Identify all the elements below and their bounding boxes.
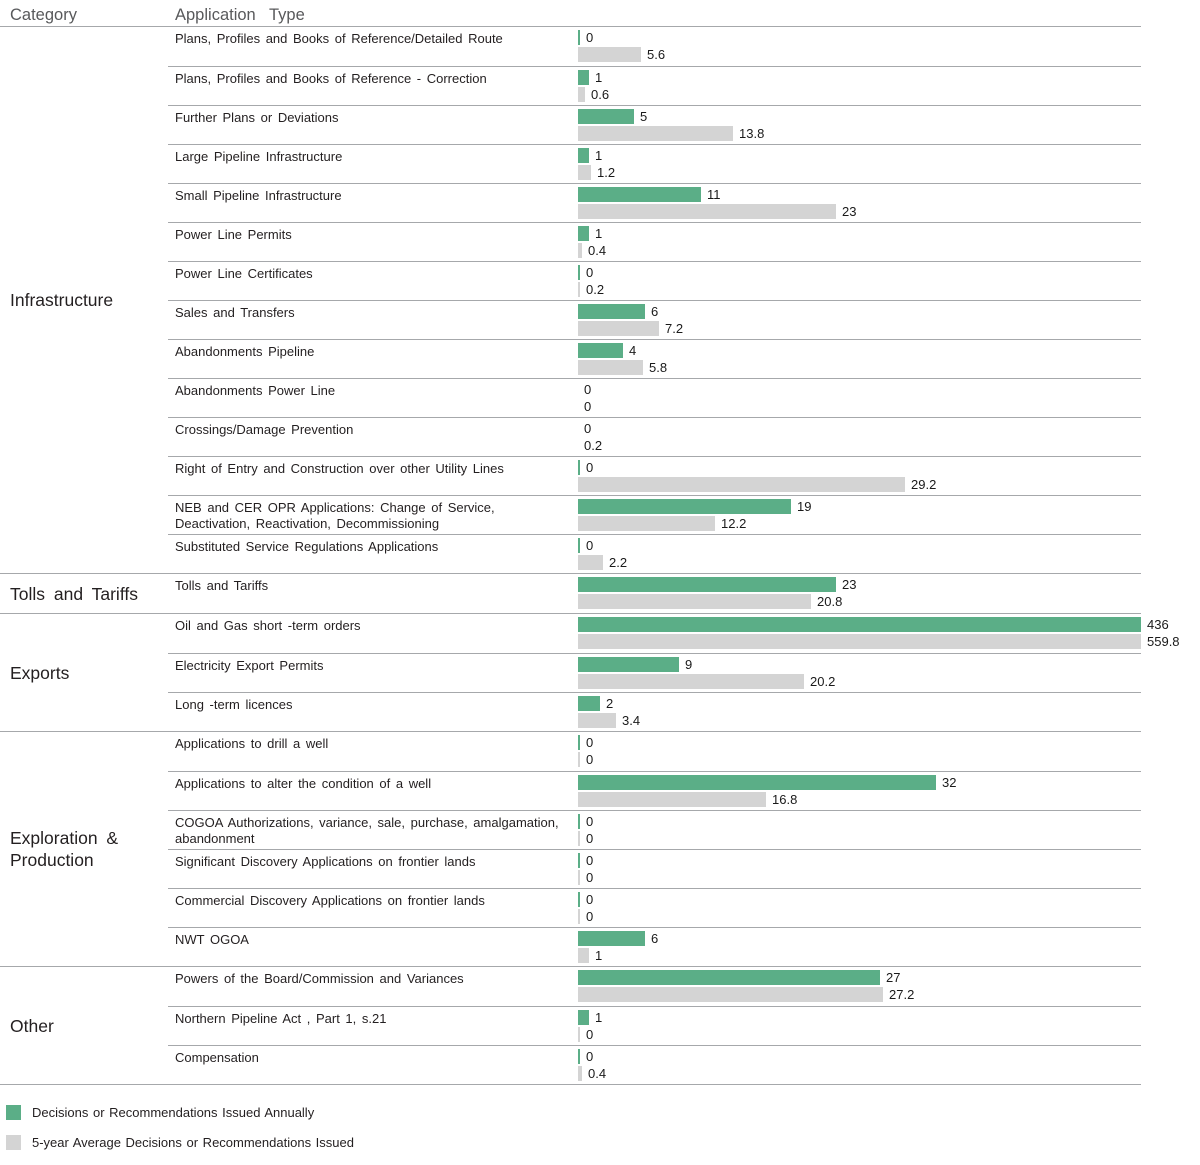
table-row — [168, 653, 1141, 692]
bar-annual — [578, 538, 580, 553]
bar-average — [578, 870, 580, 885]
legend-annual-label: Decisions or Recommendations Issued Annually — [32, 1105, 315, 1120]
bar-line-average — [578, 634, 1180, 649]
value-annual: 0 — [586, 814, 594, 829]
application-type-label: Applications to alter the condition of a well — [175, 776, 432, 791]
bars-cell — [578, 850, 1141, 888]
bar-average — [578, 165, 591, 180]
bar-line-average — [578, 87, 1141, 102]
bar-line-annual — [578, 265, 1141, 280]
value-average: 27.2 — [889, 987, 915, 1002]
application-type-label: Small Pipeline Infrastructure — [175, 188, 342, 203]
table-row — [168, 574, 1141, 613]
bar-average — [578, 594, 811, 609]
bar-line-average — [578, 126, 1141, 141]
table-row — [168, 534, 1141, 573]
bar-line-average — [578, 948, 1141, 963]
bar-annual — [578, 148, 589, 163]
table-row — [168, 261, 1141, 300]
category-label: Infrastructure — [10, 290, 114, 310]
application-type-label: Abandonments Pipeline — [175, 344, 315, 359]
value-annual: 0 — [584, 382, 592, 397]
value-average: 20.2 — [810, 674, 836, 689]
bar-line-annual — [578, 304, 1141, 319]
application-type-label: NEB and CER OPR Applications: Change of Service, Deactivation, Reactivation, Decommissioning — [175, 500, 495, 531]
bar-line-average — [578, 713, 1141, 728]
bar-average — [578, 831, 580, 846]
bar-average — [578, 243, 582, 258]
bar-average — [578, 987, 883, 1002]
category-rows — [168, 27, 1141, 573]
application-type-label: Applications to drill a well — [175, 736, 329, 751]
value-annual: 1 — [595, 148, 603, 163]
category-block — [0, 27, 1141, 574]
bars-cell — [578, 928, 1141, 966]
bar-annual — [578, 109, 634, 124]
value-annual: 19 — [797, 499, 812, 514]
table-row — [168, 1045, 1141, 1084]
bars-cell — [578, 1046, 1141, 1084]
bars-cell — [578, 379, 1141, 417]
bar-annual — [578, 499, 791, 514]
bars-cell — [578, 574, 1141, 613]
value-annual: 1 — [595, 226, 603, 241]
bar-line-annual — [578, 617, 1169, 632]
value-average: 12.2 — [721, 516, 747, 531]
application-type-label: Right of Entry and Construction over other Utility Lines — [175, 461, 504, 476]
bar-line-average — [578, 792, 1141, 807]
table-row — [168, 732, 1141, 771]
application-type-label: Large Pipeline Infrastructure — [175, 149, 343, 164]
category-block — [0, 732, 1141, 967]
value-annual: 1 — [595, 1010, 603, 1025]
bar-average — [578, 792, 766, 807]
value-average: 0 — [586, 752, 594, 767]
category-block — [0, 967, 1141, 1085]
value-annual: 23 — [842, 577, 857, 592]
table-row — [168, 417, 1141, 456]
value-average: 0.2 — [586, 282, 605, 297]
bar-average — [578, 909, 580, 924]
bar-average — [578, 948, 589, 963]
bar-line-average — [578, 831, 1141, 846]
value-average: 0.6 — [591, 87, 610, 102]
table-row — [168, 692, 1141, 731]
value-average: 5.6 — [647, 47, 666, 62]
bar-annual — [578, 970, 880, 985]
bars-cell — [578, 772, 1141, 810]
table-row — [168, 144, 1141, 183]
bar-annual — [578, 187, 701, 202]
value-average: 0 — [586, 870, 594, 885]
value-average: 3.4 — [622, 713, 641, 728]
bar-line-average — [578, 243, 1141, 258]
bars-cell — [578, 262, 1141, 300]
value-average: 1 — [595, 948, 603, 963]
bar-annual — [578, 343, 623, 358]
value-annual: 6 — [651, 931, 659, 946]
bar-line-annual — [578, 1049, 1141, 1064]
application-type-label: Abandonments Power Line — [175, 383, 336, 398]
value-average: 0 — [586, 909, 594, 924]
bar-line-annual — [578, 814, 1141, 829]
bars-cell — [578, 184, 1141, 222]
table-row — [168, 849, 1141, 888]
bars-cell — [578, 654, 1141, 692]
bar-line-average — [578, 477, 1141, 492]
bar-average — [578, 1027, 580, 1042]
value-annual: 2 — [606, 696, 614, 711]
table-row — [168, 810, 1141, 849]
bar-average — [578, 555, 603, 570]
bar-line-average — [578, 204, 1141, 219]
bars-cell — [578, 496, 1141, 534]
bars-cell — [578, 732, 1141, 771]
bar-annual — [578, 1049, 580, 1064]
category-block — [0, 574, 1141, 614]
value-annual: 6 — [651, 304, 659, 319]
bars-cell — [578, 614, 1180, 653]
application-type-label: Tolls and Tariffs — [175, 578, 269, 593]
bar-line-average — [578, 282, 1141, 297]
value-annual: 0 — [586, 30, 594, 45]
legend-average-label: 5-year Average Decisions or Recommendations Issued — [32, 1135, 354, 1150]
table-row — [168, 967, 1141, 1006]
bar-line-annual — [578, 187, 1141, 202]
value-annual: 32 — [942, 775, 957, 790]
value-average: 559.8 — [1147, 634, 1180, 649]
bar-line-annual — [578, 343, 1141, 358]
value-annual: 4 — [629, 343, 637, 358]
value-average: 0 — [584, 399, 592, 414]
bar-average — [578, 87, 585, 102]
bar-line-average — [578, 909, 1141, 924]
table-row — [168, 927, 1141, 966]
category-rows — [168, 967, 1141, 1084]
value-average: 0.2 — [584, 438, 603, 453]
bar-line-annual — [578, 735, 1141, 750]
chart-header — [0, 0, 1141, 27]
bar-line-average — [578, 594, 1141, 609]
application-type-label: Electricity Export Permits — [175, 658, 324, 673]
bars-cell — [578, 457, 1141, 495]
value-annual: 5 — [640, 109, 648, 124]
application-type-label: Power Line Certificates — [175, 266, 313, 281]
bar-annual — [578, 853, 580, 868]
application-type-label: Northern Pipeline Act , Part 1, s.21 — [175, 1011, 387, 1026]
bar-line-annual — [578, 148, 1141, 163]
legend — [6, 1105, 1200, 1150]
bars-cell — [578, 340, 1141, 378]
annual-swatch-icon — [6, 1105, 21, 1120]
bar-line-average — [578, 399, 1141, 414]
bars-cell — [578, 27, 1141, 66]
category-column-header: Category — [10, 6, 77, 24]
value-average: 5.8 — [649, 360, 668, 375]
bar-annual — [578, 617, 1141, 632]
bar-line-average — [578, 674, 1141, 689]
bar-average — [578, 1066, 582, 1081]
bar-average — [578, 204, 836, 219]
bar-line-annual — [578, 70, 1141, 85]
value-annual: 0 — [586, 853, 594, 868]
bar-line-annual — [578, 853, 1141, 868]
bar-line-annual — [578, 696, 1141, 711]
bar-line-annual — [578, 421, 1141, 436]
application-type-label: Power Line Permits — [175, 227, 292, 242]
bar-average — [578, 634, 1141, 649]
bars-cell — [578, 418, 1141, 456]
table-row — [168, 222, 1141, 261]
bars-cell — [578, 535, 1141, 573]
bar-annual — [578, 775, 936, 790]
bar-annual — [578, 30, 580, 45]
application-type-label: Significant Discovery Applications on frontier lands — [175, 854, 476, 869]
bar-annual — [578, 696, 600, 711]
bar-line-annual — [578, 382, 1141, 397]
bar-line-annual — [578, 30, 1141, 45]
bar-annual — [578, 304, 645, 319]
table-row — [168, 495, 1141, 534]
value-annual: 0 — [586, 892, 594, 907]
bar-average — [578, 126, 733, 141]
bar-line-annual — [578, 657, 1141, 672]
chart-table — [0, 27, 1200, 1085]
category-rows — [168, 732, 1141, 966]
value-average: 20.8 — [817, 594, 843, 609]
bar-annual — [578, 577, 836, 592]
bar-line-annual — [578, 970, 1141, 985]
value-annual: 1 — [595, 70, 603, 85]
bar-average — [578, 360, 643, 375]
value-average: 0 — [586, 831, 594, 846]
value-annual: 0 — [586, 265, 594, 280]
table-row — [168, 888, 1141, 927]
value-annual: 0 — [586, 1049, 594, 1064]
bars-cell — [578, 223, 1141, 261]
bar-line-average — [578, 1027, 1141, 1042]
bar-line-annual — [578, 1010, 1141, 1025]
category-label: Exports — [10, 662, 70, 683]
application-type-label: Plans, Profiles and Books of Reference/Detailed Route — [175, 31, 503, 46]
bar-line-annual — [578, 538, 1141, 553]
bar-line-annual — [578, 892, 1141, 907]
value-annual: 0 — [586, 460, 594, 475]
table-row — [168, 339, 1141, 378]
bar-line-annual — [578, 577, 1141, 592]
value-average: 0 — [586, 1027, 594, 1042]
value-average: 29.2 — [911, 477, 937, 492]
bars-cell — [578, 301, 1141, 339]
category-label: Other — [10, 1015, 54, 1036]
table-row — [168, 614, 1180, 653]
bar-average — [578, 321, 659, 336]
application-type-label: NWT OGOA — [175, 932, 249, 947]
category-label: Tolls and Tariffs — [10, 583, 138, 604]
application-type-column-header: Application Type — [175, 6, 305, 24]
application-type-label: Sales and Transfers — [175, 305, 295, 320]
bar-line-average — [578, 870, 1141, 885]
bar-line-average — [578, 752, 1141, 767]
value-average: 7.2 — [665, 321, 684, 336]
application-type-label: Crossings/Damage Prevention — [175, 422, 354, 437]
bar-annual — [578, 892, 580, 907]
category-rows — [168, 574, 1141, 613]
bar-line-average — [578, 165, 1141, 180]
value-annual: 27 — [886, 970, 901, 985]
application-type-label: Oil and Gas short -term orders — [175, 618, 361, 633]
bars-cell — [578, 106, 1141, 144]
bar-line-average — [578, 516, 1141, 531]
value-average: 0.4 — [588, 243, 607, 258]
table-row — [168, 66, 1141, 105]
value-average: 23 — [842, 204, 857, 219]
bar-annual — [578, 814, 580, 829]
table-row — [168, 771, 1141, 810]
bar-line-average — [578, 47, 1141, 62]
table-row — [168, 27, 1141, 66]
bar-line-average — [578, 987, 1141, 1002]
bar-average — [578, 516, 715, 531]
category-label: Exploration & Production — [10, 828, 119, 870]
bar-line-annual — [578, 109, 1141, 124]
average-swatch-icon — [6, 1135, 21, 1150]
bar-annual — [578, 265, 580, 280]
value-average: 0.4 — [588, 1066, 607, 1081]
bars-cell — [578, 67, 1141, 105]
application-type-label: Plans, Profiles and Books of Reference - Correction — [175, 71, 487, 86]
bar-annual — [578, 735, 580, 750]
bar-line-annual — [578, 499, 1141, 514]
application-type-label: Commercial Discovery Applications on frontier lands — [175, 893, 485, 908]
bar-line-average — [578, 555, 1141, 570]
bar-average — [578, 713, 616, 728]
application-type-label: COGOA Authorizations, variance, sale, purchase, amalgamation, abandonment — [175, 815, 559, 846]
bar-annual — [578, 460, 580, 475]
category-block — [0, 614, 1180, 732]
bar-line-average — [578, 438, 1141, 453]
bar-line-annual — [578, 226, 1141, 241]
table-row — [168, 300, 1141, 339]
value-annual: 436 — [1147, 617, 1169, 632]
bar-average — [578, 47, 641, 62]
bars-cell — [578, 145, 1141, 183]
bars-cell — [578, 1007, 1141, 1045]
bar-line-annual — [578, 460, 1141, 475]
bar-line-average — [578, 1066, 1141, 1081]
application-type-label: Further Plans or Deviations — [175, 110, 339, 125]
value-annual: 0 — [584, 421, 592, 436]
value-annual: 9 — [685, 657, 693, 672]
value-annual: 11 — [707, 187, 721, 202]
value-average: 16.8 — [772, 792, 798, 807]
value-average: 13.8 — [739, 126, 765, 141]
bar-annual — [578, 657, 679, 672]
bar-line-average — [578, 321, 1141, 336]
application-type-label: Long -term licences — [175, 697, 293, 712]
table-row — [168, 105, 1141, 144]
bars-cell — [578, 693, 1141, 731]
bars-cell — [578, 811, 1141, 849]
bar-average — [578, 477, 905, 492]
table-row — [168, 183, 1141, 222]
table-row — [168, 456, 1141, 495]
value-annual: 0 — [586, 735, 594, 750]
value-average: 2.2 — [609, 555, 628, 570]
table-row — [168, 378, 1141, 417]
bars-cell — [578, 889, 1141, 927]
bar-annual — [578, 1010, 589, 1025]
table-row — [168, 1006, 1141, 1045]
bar-annual — [578, 226, 589, 241]
bar-line-annual — [578, 931, 1141, 946]
category-rows — [168, 614, 1180, 731]
bar-annual — [578, 70, 589, 85]
application-type-label: Substituted Service Regulations Applications — [175, 539, 439, 554]
bar-average — [578, 282, 580, 297]
bar-annual — [578, 931, 645, 946]
value-average: 1.2 — [597, 165, 616, 180]
value-annual: 0 — [586, 538, 594, 553]
bar-line-annual — [578, 775, 1141, 790]
application-type-label: Compensation — [175, 1050, 259, 1065]
bar-average — [578, 674, 804, 689]
application-type-label: Powers of the Board/Commission and Variances — [175, 971, 464, 986]
legend-item-average — [6, 1135, 1200, 1150]
bar-average — [578, 752, 580, 767]
bars-cell — [578, 967, 1141, 1006]
legend-item-annual — [6, 1105, 1200, 1120]
bar-line-average — [578, 360, 1141, 375]
